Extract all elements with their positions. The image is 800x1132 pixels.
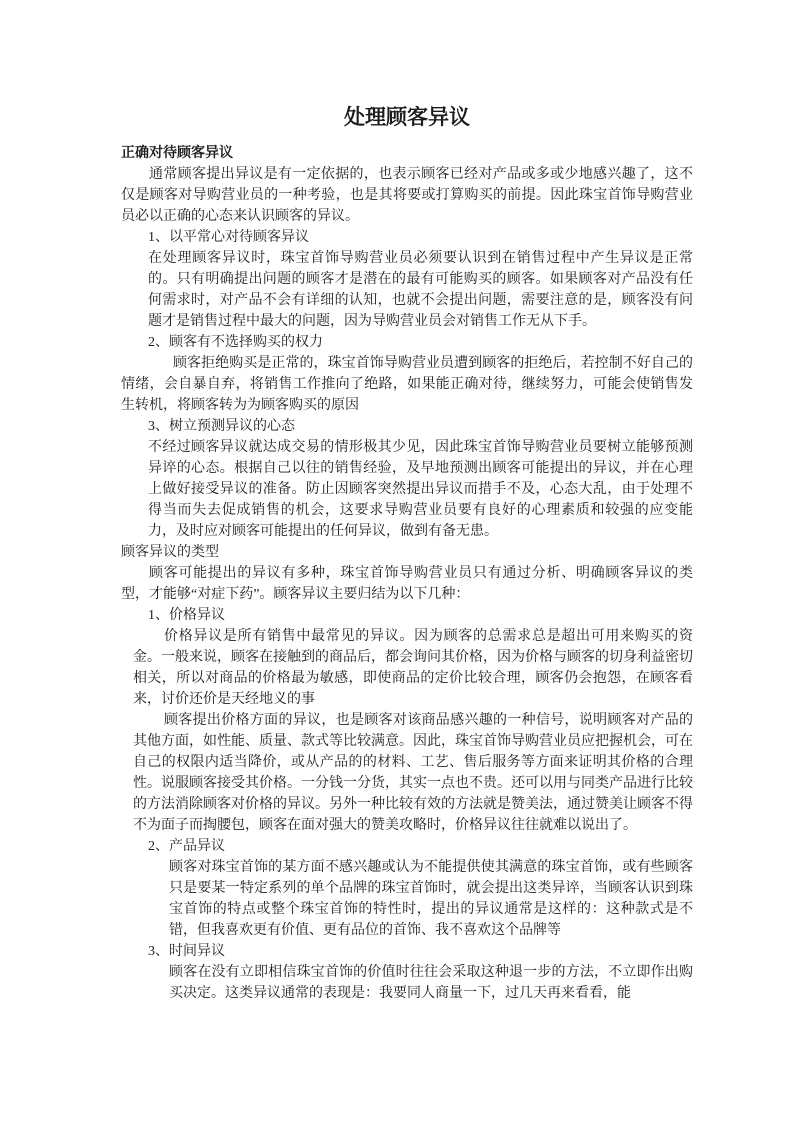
list-item-time-objection: 3、时间异议 <box>148 944 225 959</box>
paragraph-predict-objections: 不经过顾客异议就达成交易的情形极其少见，因此珠宝首饰导购营业员要树立能够预测异谇的心态。根据自己以往的销售经验，及早地预测出顾客可能提出的异议，并在心理上做好接受异议的准备。防止因顾客突然提出异议而措手不及，心态大乱，由于处理不得当而失去促成销售的机会，这要求导购营业员要有良好的心理素质和较强的应变能力，及时应对顾客可能提出的任何异议，做到有备无患。 <box>148 440 693 539</box>
paragraph-calm-mindset: 在处理顾客异议时，珠宝首饰导购营业员必须要认识到在销售过程中产生异议是正常的。只有明确提出问题的顾客才是潜在的最有可能购买的顾客。如果顾客对产品没有任何需求时，对产品不会有详细的认知，也就不会提出问题，需要注意的是，顾客没有问题才是销售过程中最大的问题，因为导购营业员会对销售工作无从下手。 <box>148 251 693 329</box>
paragraph-intro: 通常顾客提出异议是有一定依据的，也表示顾客已经对产品或多或少地感兴趣了，这不仅是顾客对导购营业员的一种考验，也是其将要或打算购买的前提。因此珠宝首饰导购营业员必以正确的心态来认识顾客的异议。 <box>121 167 693 224</box>
section-heading-objection-types: 顾客异议的类型 <box>121 545 219 560</box>
list-item-2-right-not-to-buy: 2、顾客有不选择购买的权力 <box>148 335 323 350</box>
paragraph-product-objection: 顾客对珠宝首饰的某方面不感兴趣或认为不能提供使其满意的珠宝首饰，或有些顾客只是要某一特定系列的单个品牌的珠宝首饰时，就会提出这类异谇，当顾客认识到珠宝首饰的特点或整个珠宝首饰的特性时，提出的异议通常是这样的：这种款式是不错，但我喜欢更有价值、更有品位的首饰、我不喜欢这个品牌等 <box>169 860 693 938</box>
list-item-1-calm-mindset: 1、以平常心对待顾客异议 <box>148 230 309 245</box>
list-item-price-objection: 1、价格异议 <box>148 608 225 623</box>
paragraph-time-objection: 顾客在没有立即相信珠宝首饰的价值时往往会采取这种退一步的方法，不立即作出购买决定。这类异议通常的表现是：我要同人商量一下，过几天再来看看，能 <box>169 965 693 1001</box>
section-heading-correct-attitude: 正确对待顾客异议 <box>121 146 233 161</box>
paragraph-price-objection-1: 价格异议是所有销售中最常见的异议。因为顾客的总需求总是超出可用来购买的资金。一般来说，顾客在接触到的商品后，都会询问其价格，因为价格与顾客的切身利益密切相关，所以对商品的价格最为敏感，即使商品的定价比较合理，顾客仍会抱怨，在顾客看来，讨价还价是天经地义的事 <box>133 629 693 707</box>
paragraph-types-intro: 顾客可能提出的异议有多种，珠宝首饰导购营业员只有通过分析、明确顾客异议的类型，才能够“对症下药”。顾客异议主要归结为以下几种： <box>121 566 693 602</box>
document-content <box>121 103 693 1004</box>
list-item-3-predict-objections: 3、树立预测异议的心态 <box>148 419 295 434</box>
paragraph-price-objection-2: 顾客提出价格方面的异议，也是顾客对该商品感兴趣的一种信号，说明顾客对产品的其他方面，如性能、质量、款式等比较满意。因此，珠宝首饰导购营业员应把握机会，可在自己的权限内适当降价，或从产品的的材料、工艺、售后服务等方面来证明其价格的合理性。说服顾客接受其价格。一分钱一分货，其实一点也不贵。还可以用与同类产品进行比较的方法消除顾客对价格的异议。另外一种比较有效的方法就是赞美法，通过赞美让顾客不得不为面子而掏腰包，顾客在面对强大的赞美攻略时，价格异议往往就难以说出了。 <box>133 713 693 833</box>
document-title: 处理顾客异议 <box>344 105 470 129</box>
paragraph-right-not-to-buy: 顾客拒绝购买是正常的，珠宝首饰导购营业员遭到顾客的拒绝后，若控制不好自己的情绪，会自暴自弃，将销售工作推向了绝路，如果能正确对待，继续努力，可能会使销售发生转机，将顾客转为为顾客购买的原因 <box>121 356 693 413</box>
list-item-product-objection: 2、产品异议 <box>148 839 225 854</box>
